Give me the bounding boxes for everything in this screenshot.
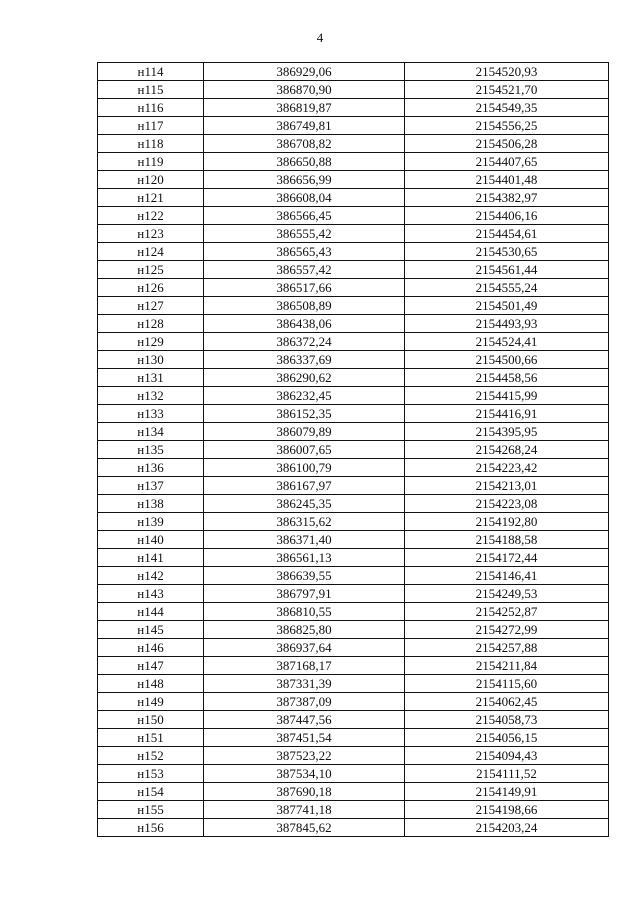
x-coordinate-cell: 386650,88 (204, 153, 405, 171)
y-coordinate-cell: 2154192,80 (405, 513, 609, 531)
table-row (98, 531, 609, 549)
point-id-cell: н116 (98, 99, 204, 117)
x-coordinate-cell: 386517,66 (204, 279, 405, 297)
table-row (98, 405, 609, 423)
table-row (98, 423, 609, 441)
x-coordinate-cell: 386819,87 (204, 99, 405, 117)
point-id-cell: н137 (98, 477, 204, 495)
y-coordinate-cell: 2154458,56 (405, 369, 609, 387)
x-coordinate-cell: 386937,64 (204, 639, 405, 657)
y-coordinate-cell: 2154407,65 (405, 153, 609, 171)
x-coordinate-cell: 386797,91 (204, 585, 405, 603)
table-row (98, 747, 609, 765)
y-coordinate-cell: 2154561,44 (405, 261, 609, 279)
point-id-cell: н156 (98, 819, 204, 837)
table-row (98, 603, 609, 621)
point-id-cell: н129 (98, 333, 204, 351)
table-row (98, 585, 609, 603)
table-row (98, 99, 609, 117)
point-id-cell: н128 (98, 315, 204, 333)
table-row (98, 387, 609, 405)
point-id-cell: н123 (98, 225, 204, 243)
table-row (98, 243, 609, 261)
x-coordinate-cell: 386561,13 (204, 549, 405, 567)
point-id-cell: н142 (98, 567, 204, 585)
y-coordinate-cell: 2154111,52 (405, 765, 609, 783)
point-id-cell: н119 (98, 153, 204, 171)
table-row (98, 261, 609, 279)
point-id-cell: н151 (98, 729, 204, 747)
point-id-cell: н127 (98, 297, 204, 315)
x-coordinate-cell: 386232,45 (204, 387, 405, 405)
x-coordinate-cell: 386100,79 (204, 459, 405, 477)
x-coordinate-cell: 387451,54 (204, 729, 405, 747)
table-row (98, 441, 609, 459)
point-id-cell: н152 (98, 747, 204, 765)
y-coordinate-cell: 2154530,65 (405, 243, 609, 261)
point-id-cell: н115 (98, 81, 204, 99)
table-row (98, 171, 609, 189)
table-row (98, 279, 609, 297)
table-row (98, 297, 609, 315)
table-row (98, 783, 609, 801)
x-coordinate-cell: 386167,97 (204, 477, 405, 495)
x-coordinate-cell: 387168,17 (204, 657, 405, 675)
point-id-cell: н154 (98, 783, 204, 801)
x-coordinate-cell: 386315,62 (204, 513, 405, 531)
x-coordinate-cell: 386245,35 (204, 495, 405, 513)
x-coordinate-cell: 387690,18 (204, 783, 405, 801)
x-coordinate-cell: 387534,10 (204, 765, 405, 783)
y-coordinate-cell: 2154395,95 (405, 423, 609, 441)
x-coordinate-cell: 386555,42 (204, 225, 405, 243)
y-coordinate-cell: 2154115,60 (405, 675, 609, 693)
table-row (98, 495, 609, 513)
y-coordinate-cell: 2154520,93 (405, 63, 609, 81)
y-coordinate-cell: 2154493,93 (405, 315, 609, 333)
x-coordinate-cell: 386007,65 (204, 441, 405, 459)
y-coordinate-cell: 2154223,08 (405, 495, 609, 513)
x-coordinate-cell: 386708,82 (204, 135, 405, 153)
y-coordinate-cell: 2154549,35 (405, 99, 609, 117)
table-row (98, 801, 609, 819)
y-coordinate-cell: 2154146,41 (405, 567, 609, 585)
point-id-cell: н126 (98, 279, 204, 297)
table-row (98, 675, 609, 693)
table-row (98, 477, 609, 495)
point-id-cell: н132 (98, 387, 204, 405)
y-coordinate-cell: 2154211,84 (405, 657, 609, 675)
table-row (98, 333, 609, 351)
y-coordinate-cell: 2154555,24 (405, 279, 609, 297)
x-coordinate-cell: 386656,99 (204, 171, 405, 189)
y-coordinate-cell: 2154454,61 (405, 225, 609, 243)
point-id-cell: н141 (98, 549, 204, 567)
x-coordinate-cell: 387741,18 (204, 801, 405, 819)
point-id-cell: н143 (98, 585, 204, 603)
table-row (98, 639, 609, 657)
x-coordinate-cell: 386508,89 (204, 297, 405, 315)
table-row (98, 549, 609, 567)
point-id-cell: н118 (98, 135, 204, 153)
table-row (98, 459, 609, 477)
table-row (98, 351, 609, 369)
point-id-cell: н140 (98, 531, 204, 549)
point-id-cell: н131 (98, 369, 204, 387)
y-coordinate-cell: 2154524,41 (405, 333, 609, 351)
y-coordinate-cell: 2154272,99 (405, 621, 609, 639)
x-coordinate-cell: 387523,22 (204, 747, 405, 765)
y-coordinate-cell: 2154223,42 (405, 459, 609, 477)
x-coordinate-cell: 387447,56 (204, 711, 405, 729)
table-row (98, 729, 609, 747)
point-id-cell: н149 (98, 693, 204, 711)
x-coordinate-cell: 386566,45 (204, 207, 405, 225)
table-row (98, 225, 609, 243)
x-coordinate-cell: 386079,89 (204, 423, 405, 441)
x-coordinate-cell: 386929,06 (204, 63, 405, 81)
table-row (98, 765, 609, 783)
table-row (98, 819, 609, 837)
point-id-cell: н150 (98, 711, 204, 729)
x-coordinate-cell: 387331,39 (204, 675, 405, 693)
table-row (98, 207, 609, 225)
table-row (98, 153, 609, 171)
y-coordinate-cell: 2154149,91 (405, 783, 609, 801)
y-coordinate-cell: 2154198,66 (405, 801, 609, 819)
y-coordinate-cell: 2154058,73 (405, 711, 609, 729)
table-row (98, 135, 609, 153)
point-id-cell: н125 (98, 261, 204, 279)
x-coordinate-cell: 386870,90 (204, 81, 405, 99)
point-id-cell: н155 (98, 801, 204, 819)
y-coordinate-cell: 2154501,49 (405, 297, 609, 315)
point-id-cell: н146 (98, 639, 204, 657)
y-coordinate-cell: 2154056,15 (405, 729, 609, 747)
coordinates-table-body (98, 63, 609, 837)
point-id-cell: н139 (98, 513, 204, 531)
x-coordinate-cell: 386290,62 (204, 369, 405, 387)
x-coordinate-cell: 387387,09 (204, 693, 405, 711)
table-row (98, 63, 609, 81)
table-row (98, 711, 609, 729)
point-id-cell: н134 (98, 423, 204, 441)
x-coordinate-cell: 386825,80 (204, 621, 405, 639)
y-coordinate-cell: 2154257,88 (405, 639, 609, 657)
y-coordinate-cell: 2154556,25 (405, 117, 609, 135)
y-coordinate-cell: 2154401,48 (405, 171, 609, 189)
point-id-cell: н130 (98, 351, 204, 369)
y-coordinate-cell: 2154094,43 (405, 747, 609, 765)
x-coordinate-cell: 386371,40 (204, 531, 405, 549)
page-number: 4 (316, 30, 324, 45)
point-id-cell: н133 (98, 405, 204, 423)
point-id-cell: н120 (98, 171, 204, 189)
y-coordinate-cell: 2154382,97 (405, 189, 609, 207)
point-id-cell: н124 (98, 243, 204, 261)
point-id-cell: н153 (98, 765, 204, 783)
y-coordinate-cell: 2154268,24 (405, 441, 609, 459)
y-coordinate-cell: 2154249,53 (405, 585, 609, 603)
y-coordinate-cell: 2154406,16 (405, 207, 609, 225)
point-id-cell: н148 (98, 675, 204, 693)
table-row (98, 117, 609, 135)
point-id-cell: н114 (98, 63, 204, 81)
point-id-cell: н144 (98, 603, 204, 621)
table-row (98, 315, 609, 333)
y-coordinate-cell: 2154500,66 (405, 351, 609, 369)
y-coordinate-cell: 2154415,99 (405, 387, 609, 405)
x-coordinate-cell: 386639,55 (204, 567, 405, 585)
y-coordinate-cell: 2154521,70 (405, 81, 609, 99)
point-id-cell: н145 (98, 621, 204, 639)
table-row (98, 693, 609, 711)
y-coordinate-cell: 2154213,01 (405, 477, 609, 495)
x-coordinate-cell: 386810,55 (204, 603, 405, 621)
x-coordinate-cell: 386438,06 (204, 315, 405, 333)
table-row (98, 657, 609, 675)
y-coordinate-cell: 2154252,87 (405, 603, 609, 621)
x-coordinate-cell: 387845,62 (204, 819, 405, 837)
table-row (98, 513, 609, 531)
y-coordinate-cell: 2154188,58 (405, 531, 609, 549)
table-row (98, 369, 609, 387)
point-id-cell: н138 (98, 495, 204, 513)
y-coordinate-cell: 2154506,28 (405, 135, 609, 153)
x-coordinate-cell: 386608,04 (204, 189, 405, 207)
y-coordinate-cell: 2154062,45 (405, 693, 609, 711)
coordinates-table (97, 62, 609, 837)
x-coordinate-cell: 386152,35 (204, 405, 405, 423)
x-coordinate-cell: 386749,81 (204, 117, 405, 135)
table-row (98, 567, 609, 585)
x-coordinate-cell: 386372,24 (204, 333, 405, 351)
y-coordinate-cell: 2154416,91 (405, 405, 609, 423)
point-id-cell: н121 (98, 189, 204, 207)
y-coordinate-cell: 2154203,24 (405, 819, 609, 837)
point-id-cell: н136 (98, 459, 204, 477)
table-row (98, 621, 609, 639)
y-coordinate-cell: 2154172,44 (405, 549, 609, 567)
point-id-cell: н122 (98, 207, 204, 225)
table-row (98, 189, 609, 207)
point-id-cell: н147 (98, 657, 204, 675)
table-row (98, 81, 609, 99)
x-coordinate-cell: 386557,42 (204, 261, 405, 279)
point-id-cell: н135 (98, 441, 204, 459)
point-id-cell: н117 (98, 117, 204, 135)
x-coordinate-cell: 386565,43 (204, 243, 405, 261)
x-coordinate-cell: 386337,69 (204, 351, 405, 369)
